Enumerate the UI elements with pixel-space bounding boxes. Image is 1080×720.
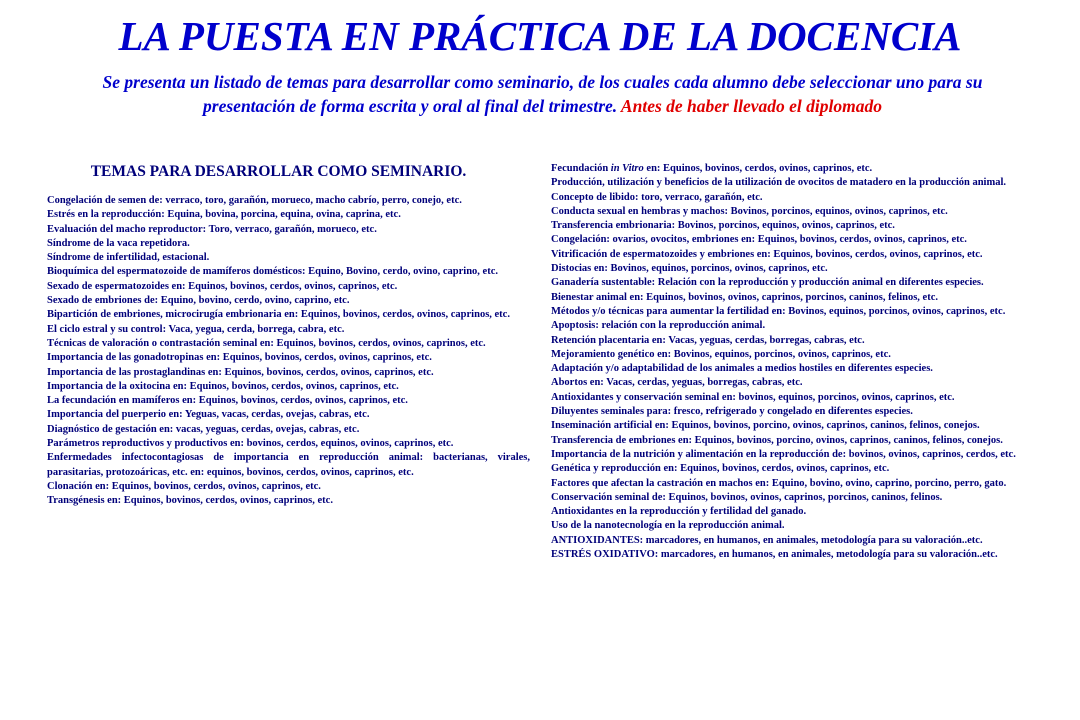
topic-item: Adaptación y/o adaptabilidad de los animales a medios hostiles en diferentes especies. [551,363,933,375]
topic-item: Síndrome de infertilidad, estacional. [47,252,210,264]
topic-item: El ciclo estral y su control: Vaca, yegua, cerda, borrega, cabra, etc. [47,323,345,335]
topic-item: Diagnóstico de gestación en: vacas, yeguas, cerdas, ovejas, cabras, etc. [47,423,360,435]
left-column [47,162,530,509]
left-topic-list [47,194,530,509]
right-topic-list [551,162,1056,562]
topic-item: Síndrome de la vaca repetidora. [47,237,190,249]
topic-item: Genética y reproducción en: Equinos, bovinos, cerdos, ovinos, caprinos, etc. [551,463,890,475]
topic-item [551,162,1056,176]
intro-note: Antes de haber llevado el diplomado [620,96,882,116]
topic-item: Técnicas de valoración o contrastación seminal en: Equinos, bovinos, cerdos, ovinos, caprinos, etc. [47,337,486,349]
topic-item: Sexado de embriones de: Equino, bovino, cerdo, ovino, caprino, etc. [47,295,350,307]
topic-item: La fecundación en mamíferos en: Equinos, bovinos, cerdos, ovinos, caprinos, etc. [47,395,408,407]
topic-item: Bienestar animal en: Equinos, bovinos, ovinos, caprinos, porcinos, caninos, felinos, etc. [551,291,938,303]
topic-italic: in Vitro [610,163,644,174]
topic-item: Antioxidantes y conservación seminal en: bovinos, equinos, porcinos, ovinos, caprinos, etc. [551,391,955,403]
topic-item: Parámetros reproductivos y productivos en: bovinos, cerdos, equinos, ovinos, caprinos, etc. [47,438,454,450]
topic-item: Ganadería sustentable: Relación con la reproducción y producción animal en diferentes especies. [551,277,984,289]
topic-prefix: Fecundación [551,163,611,174]
topic-item: Factores que afectan la castración en machos en: Equino, bovino, ovino, caprino, porcino, perro, gato. [551,477,1007,489]
topic-item: Abortos en: Vacas, cerdas, yeguas, borregas, cabras, etc. [551,377,803,389]
topic-item: Mejoramiento genético en: Bovinos, equinos, porcinos, ovinos, caprinos, etc. [551,348,891,360]
topic-item: Apoptosis: relación con la reproducción animal. [551,320,766,332]
topic-item: Estrés en la reproducción: Equina, bovina, porcina, equina, ovina, caprina, etc. [47,209,401,221]
right-column [551,162,1056,562]
topic-item: Conservación seminal de: Equinos, bovinos, ovinos, caprinos, porcinos, caninos, felinos. [551,491,943,503]
topic-item: Transgénesis en: Equinos, bovinos, cerdos, ovinos, caprinos, etc. [47,495,333,507]
topic-item: Enfermedades infectocontagiosas de importancia en reproducción animal: bacterianas, virales, parasitarias, protozoáricas, etc. en: equinos, bovinos, cerdos, ovinos, caprinos, etc. [47,452,530,478]
topic-item: Producción, utilización y beneficios de la utilización de ovocitos de matadero en la producción animal. [551,177,1006,189]
topic-item: Importancia de las gonadotropinas en: Equinos, bovinos, cerdos, ovinos, caprinos, etc. [47,352,432,364]
topic-item: Transferencia de embriones en: Equinos, bovinos, porcino, ovinos, caprinos, caninos, felinos, conejos. [551,434,1003,446]
topic-item: Transferencia embrionaria: Bovinos, porcinos, equinos, ovinos, caprinos, etc. [551,220,895,232]
topic-item: Concepto de libido: toro, verraco, garañón, etc. [551,191,763,203]
topic-item: Importancia del puerperio en: Yeguas, vacas, cerdas, ovejas, cabras, etc. [47,409,370,421]
topic-item: Conducta sexual en hembras y machos: Bovinos, porcinos, equinos, ovinos, caprinos, etc. [551,205,948,217]
topic-item: Sexado de espermatozoides en: Equinos, bovinos, cerdos, ovinos, caprinos, etc. [47,280,398,292]
section-heading: TEMAS PARA DESARROLLAR COMO SEMINARIO. [90,163,467,180]
topic-item: ANTIOXIDANTES: marcadores, en humanos, en animales, metodología para su valoración..etc. [551,534,983,546]
intro-paragraph [60,70,1025,118]
intro-text: Se presenta un listado de temas para desarrollar como seminario, de los cuales cada alumno debe seleccionar uno para su presentación de forma escrita y oral al final del trimestre. [102,72,983,116]
topic-item: Antioxidantes en la reproducción y fertilidad del ganado. [551,506,807,518]
topic-item: Métodos y/o técnicas para aumentar la fertilidad en: Bovinos, equinos, porcinos, ovinos, caprinos, etc. [551,305,1006,317]
topic-item: Bipartición de embriones, microcirugía embrionaria en: Equinos, bovinos, cerdos, ovinos, caprinos, etc. [47,309,510,321]
topic-item: Inseminación artificial en: Equinos, bovinos, porcino, ovinos, caprinos, caninos, felinos, conejos. [551,420,980,432]
topic-item: Clonación en: Equinos, bovinos, cerdos, ovinos, caprinos, etc. [47,480,321,492]
topic-item: Uso de la nanotecnología en la reproducción animal. [551,520,785,532]
topic-item: Bioquímica del espermatozoide de mamíferos domésticos: Equino, Bovino, cerdo, ovino, caprino, etc. [47,266,498,278]
topic-item: Importancia de la nutrición y alimentación en la reproducción de: bovinos, ovinos, caprinos, cerdos, etc. [551,448,1016,460]
topic-item: Retención placentaria en: Vacas, yeguas, cerdas, borregas, cabras, etc. [551,334,865,346]
topic-item: ESTRÉS OXIDATIVO: marcadores, en humanos, en animales, metodología para su valoración..etc. [551,549,998,561]
topic-item: Importancia de las prostaglandinas en: Equinos, bovinos, cerdos, ovinos, caprinos, etc. [47,366,434,378]
topic-item: Evaluación del macho reproductor: Toro, verraco, garañón, morueco, etc. [47,223,377,235]
topic-item: Diluyentes seminales para: fresco, refrigerado y congelado en diferentes especies. [551,406,913,418]
topic-item: Vitrificación de espermatozoides y embriones en: Equinos, bovinos, cerdos, ovinos, caprinos, etc. [551,248,983,260]
topic-suffix: en: Equinos, bovinos, cerdos, ovinos, caprinos, etc. [643,163,873,174]
topic-item: Distocias en: Bovinos, equinos, porcinos, ovinos, caprinos, etc. [551,263,828,275]
topic-item: Congelación de semen de: verraco, toro, garañón, morueco, macho cabrío, perro, conejo, etc. [47,195,462,206]
topic-item: Importancia de la oxitocina en: Equinos, bovinos, cerdos, ovinos, caprinos, etc. [47,380,399,392]
topic-item: Congelación: ovarios, ovocitos, embriones en: Equinos, bovinos, cerdos, ovinos, caprinos, etc. [551,234,967,246]
page-title: LA PUESTA EN PRÁCTICA DE LA DOCENCIA [118,13,962,59]
